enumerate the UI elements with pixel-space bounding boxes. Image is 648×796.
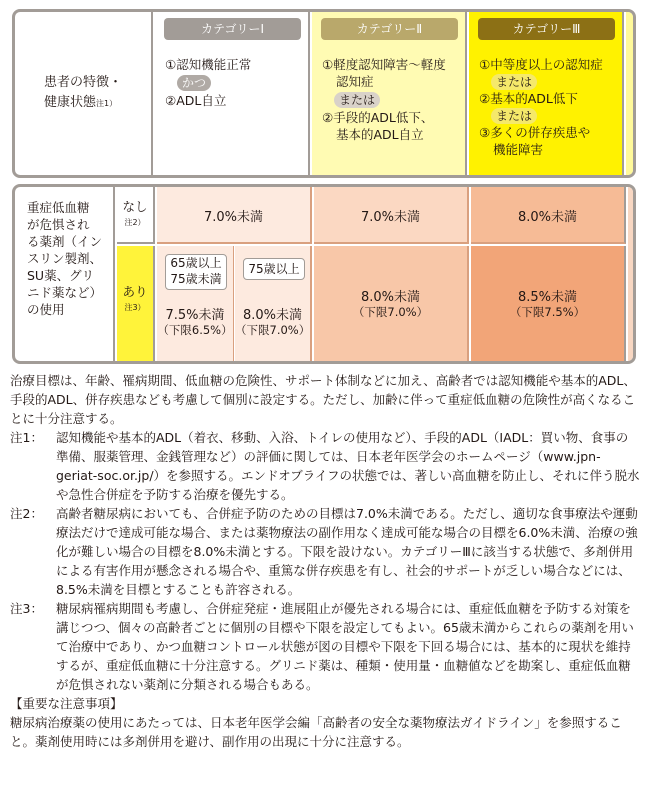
category-2-item1-line2: 認知症	[336, 74, 374, 89]
yes-note: 注3）	[124, 303, 146, 312]
age-b-label: 75歳以上	[248, 262, 300, 276]
yes-cat1-lower-a: （下限6.5%）	[157, 323, 233, 337]
drug-header-line: 重症低血糖	[27, 200, 90, 215]
category-2-item1-line1: ①軽度認知障害〜軽度	[322, 57, 446, 72]
important-body: 糖尿病治療薬の使用にあたっては、日本老年医学会編「高齢者の安全な薬物療法ガイドライン」を参照すること。薬剤使用時には多剤併用を避け、副作用の出現に十分に注意する。	[10, 715, 622, 749]
none-cat2-cell	[314, 187, 469, 244]
category-2-connector: または	[334, 92, 380, 108]
decorative-stripe	[628, 187, 633, 361]
yes-cat1-lower-b: （下限7.0%）	[235, 323, 311, 337]
note-1	[10, 428, 640, 504]
yes-cat2-lower: （下限7.0%）	[352, 305, 429, 319]
yes-cat1-age-65-75-cell	[157, 246, 234, 361]
category-3-item1: ①中等度以上の認知症	[479, 57, 603, 72]
none-cat3-value: 8.0%未満	[517, 210, 578, 225]
yes-label: あり	[122, 284, 148, 299]
row-header-note: 注1）	[96, 99, 118, 108]
row-header-line2: 健康状態	[43, 95, 96, 110]
age-a-line2: 75歳未満	[170, 272, 222, 286]
none-cat3-cell	[471, 187, 626, 244]
note-1-head: 注1：	[10, 430, 43, 445]
category-3-item3-line1: ③多くの併存疾患や	[479, 125, 591, 140]
important-head: 【重要な注意事項】	[10, 696, 123, 711]
category-3-connector1: または	[491, 74, 537, 90]
drug-header-line: SU薬、グリ	[27, 268, 95, 283]
note-2	[10, 504, 640, 599]
none-label: なし	[122, 199, 148, 214]
note-2-head: 注2：	[10, 506, 43, 521]
yes-cat2-cell	[314, 246, 469, 361]
category-1-column	[155, 12, 310, 175]
category-3-item3-line2: 機能障害	[493, 142, 544, 157]
none-cat1-value: 7.0%未満	[203, 210, 264, 225]
decorative-stripe	[626, 12, 633, 175]
category-3-item2: ②基本的ADL低下	[479, 91, 578, 106]
none-note: 注2）	[124, 218, 146, 227]
yes-cat3-value: 8.5%未満	[517, 290, 578, 305]
note-2-body: 高齢者糖尿病においても、合併症予防のための目標は7.0%未満である。ただし、適切な食事療法や運動療法だけで達成可能な場合、または薬物療法の副作用なく達成可能な場合の目標を6.0%未満、治療の強化が難しい場合の目標を8.0%未満とする。下限を設けない。カテゴリーⅢに該当する状態で、多剤併用による有害作用が懸念される場合や、重篤な併存疾患を有し、社会的サポートが乏しい場合などには、8.5%未満を目標とすることも許容される。	[56, 506, 638, 597]
yes-cat3-lower: （下限7.5%）	[509, 305, 586, 319]
yes-cat3-cell	[471, 246, 626, 361]
drug-use-header	[15, 187, 115, 361]
category-3-connector2: または	[491, 108, 537, 124]
category-3-label: カテゴリーⅢ	[478, 18, 615, 40]
patient-characteristics-table	[12, 9, 636, 178]
drug-header-line: が危惧され	[27, 217, 90, 232]
drug-header-line: る薬剤（イン	[27, 234, 103, 249]
category-1-label: カテゴリーⅠ	[164, 18, 301, 40]
yes-cat1-value-b: 8.0%未満	[242, 308, 303, 323]
notes-section	[10, 371, 640, 751]
note-3-body: 糖尿病罹病期間も考慮し、合併症発症・進展阻止が優先される場合には、重症低血糖を予防する対策を講じつつ、個々の高齢者ごとに個別の目標や下限を設定してもよい。65歳未満からこれらの薬剤を用いて治療中であり、かつ血糖コントロール状態が図の目標や下限を下回る場合には、基本的に現状を維持するが、重症低血糖に十分注意する。グリニド薬は、種類・使用量・血糖値などを勘案し、重症低血糖が危惧されない薬剤に分類される場合もある。	[56, 601, 634, 692]
category-1-item2: ②ADL自立	[165, 93, 227, 108]
age-75-box	[243, 258, 305, 280]
yes-row-header	[117, 246, 155, 361]
drug-header-line: の使用	[27, 302, 65, 317]
category-2-item2-line1: ②手段的ADL低下、	[322, 110, 434, 125]
none-cat1-cell	[157, 187, 312, 244]
notes-intro: 治療目標は、年齢、罹病期間、低血糖の危険性、サポート体制などに加え、高齢者では認知機能や基本的ADL、手段的ADL、併存疾患なども考慮して個別に設定する。ただし、加齢に伴って重症低血糖の危険性が高くなることに十分注意する。	[10, 373, 636, 426]
none-row-header	[117, 187, 155, 244]
note-3	[10, 599, 640, 694]
yes-cat1-value-a: 7.5%未満	[165, 308, 225, 323]
note-1-body: 認知機能や基本的ADL（着衣、移動、入浴、トイレの使用など）、手段的ADL（IADL：買い物、食事の準備、服薬管理、金銭管理など）の評価に関しては、日本老年医学会のホームページ（www.jpn-geriat-soc.or.jp/）を参照する。エンドオブライフの状態では、著しい高血糖を防止し、それに伴う脱水や急性合併症を予防する治療を優先する。	[56, 430, 640, 502]
category-2-label: カテゴリーⅡ	[321, 18, 458, 40]
drug-header-line: ニド薬など）	[27, 285, 103, 300]
row-header-line1: 患者の特徴・	[43, 75, 122, 90]
age-a-line1: 65歳以上	[170, 256, 222, 270]
category-3-column	[469, 12, 624, 175]
category-2-item2-line2: 基本的ADL自立	[336, 127, 424, 142]
note-3-head: 注3：	[10, 601, 43, 616]
row-header-patient-status	[15, 12, 153, 175]
category-1-item1: ①認知機能正常	[165, 57, 252, 72]
none-cat2-value: 7.0%未満	[360, 210, 421, 225]
yes-cat2-value: 8.0%未満	[360, 290, 421, 305]
category-2-column	[312, 12, 467, 175]
category-1-connector: かつ	[177, 75, 211, 91]
drug-header-line: スリン製剤、	[27, 251, 103, 266]
hba1c-target-table	[12, 184, 636, 364]
age-65-75-box	[165, 254, 227, 290]
yes-cat1-age-75-cell	[235, 246, 312, 361]
